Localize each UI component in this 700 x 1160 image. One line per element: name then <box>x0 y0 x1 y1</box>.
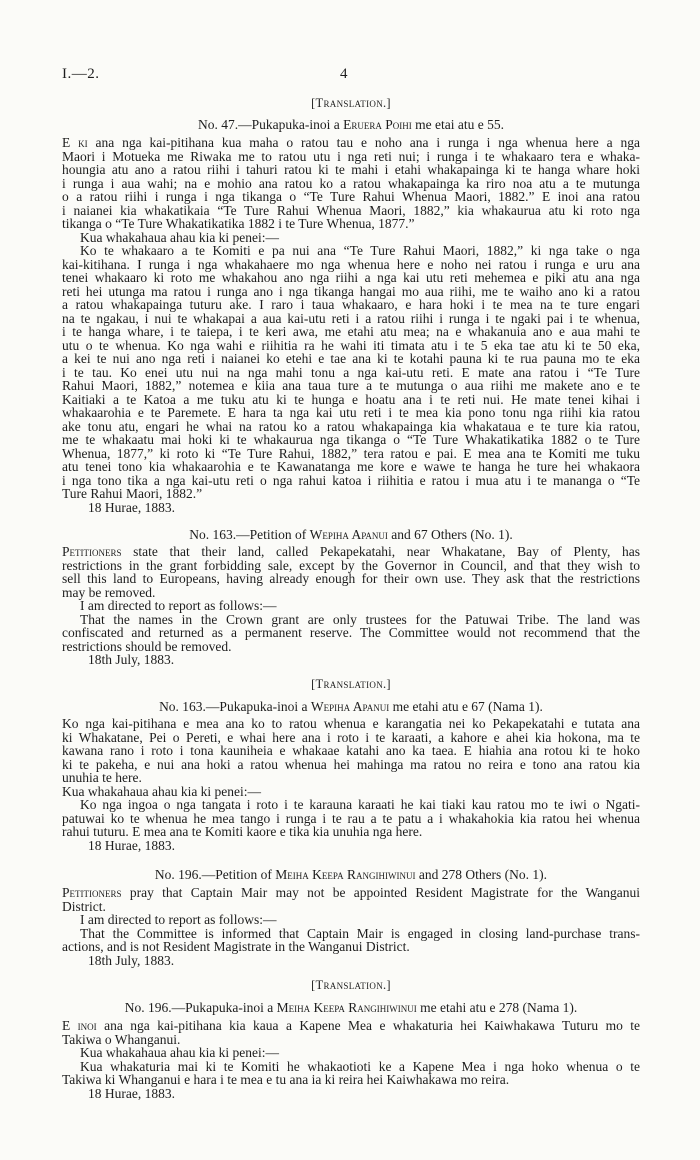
report-line: That the Committee is informed that Captain Mair is engaged in closing land-purchase trans- <box>80 925 640 941</box>
paragraph-line: i runga i aua wahi; na e mohio ana ratou ko a ratou whakapainga ka riro noa atu a te mutunga <box>62 175 640 191</box>
report-date: 18 Hurae, 1883. <box>88 1085 175 1101</box>
paragraph-line: o a ratou riihi i runga i nga tikanga o “Te Ture Rahui Whenua Maori, 1882.” E inoi ana ratou <box>62 189 640 204</box>
report-intro: I am directed to report as follows:— <box>80 912 277 927</box>
paragraph-line: unuhia te here. <box>62 770 142 785</box>
report-date: 18th July, 1883. <box>88 652 175 667</box>
line-text: state that their land, called Pekapekatahi, near Whakatane, Bay of Plenty, has <box>133 544 640 559</box>
report-date: 18 Hurae, 1883. <box>88 499 175 515</box>
report-line: na te ngakau, i nui te whakapai a aua kai-utu reti i a ratou riihi i runga i te ngaki pai i te whenua, <box>62 310 640 326</box>
petitioner-name: Meiha Keepa Rangihiwinui <box>276 1000 417 1015</box>
report-line: Takiwa ki Whanganui e hara i te mea e tu ana ia ki reira hei Kaiwhakawa mo reira. <box>62 1072 510 1087</box>
report-line: restrictions should be removed. <box>62 638 232 654</box>
paragraph-line <box>62 136 640 150</box>
paragraph-line: houngia atu ano a ratou riihi i tahuri ratou ki te mahi i etahi whakapainga ki te hanga whare hoki <box>62 162 640 177</box>
paragraph-line <box>62 886 640 900</box>
paragraph-line: kawana rano i roto i tona kauniheia e whakaae katahi ano ka taea. E hiahia ana rotou ki te hoko <box>62 743 640 758</box>
lead-in: E inoi <box>62 1018 97 1033</box>
report-line: Ture Rahui Maori, 1882.” <box>62 486 203 501</box>
petition-title <box>62 1001 640 1015</box>
lead-in: Petitioners <box>62 885 122 900</box>
report-date: 18th July, 1883. <box>88 952 175 968</box>
report-date: 18 Hurae, 1883. <box>88 837 175 853</box>
translation-label: [Translation.] <box>311 978 391 992</box>
petition-title <box>62 700 640 714</box>
report-line: me te whakaatu mai hoki ki te whakaurua nga tikanga o “Te Ture Whakatikatika 1882 o te Ture <box>62 432 640 447</box>
paragraph-line: i naianei kia whakatikaia “Te Ture Rahui Whenua Maori, 1882,” kia whakaurua atu ki roto nga <box>62 202 640 218</box>
report-line: atu tenei tono kia whakaarohia e te Kawanatanga me kore e wawe te hanga he ture hei whakaora <box>62 459 640 474</box>
report-line: confiscated and returned as a permanent reserve. The Committee would not recommend that the <box>62 625 640 640</box>
report-line: That the names in the Crown grant are only trustees for the Patuwai Tribe. The land was <box>80 611 640 627</box>
page-number: 4 <box>340 66 348 82</box>
report-line: tenei whakaaro ki roto me whakahou ano nga riihi a nga kai utu reti mehemea e piki atu ana nga <box>62 270 640 285</box>
paragraph-line: ki Whakatane, Pei o Pereti, e whai here ana i roto i te karaati, a kahore e ahei kia hokona, ma te <box>62 729 640 745</box>
petitioner-name: Wepiha Apanui <box>309 527 388 542</box>
report-line: Ko nga ingoa o nga tangata i roto i te karauna karaati he kai tiaki kau ratou mo te iwi o Ngati- <box>80 797 640 812</box>
paragraph-line <box>62 1019 640 1033</box>
title-prefix: No. 163.—Pukapuka-inoi a <box>159 699 308 714</box>
paragraph-line: restrictions in the grant forbidding sale, except by the Governor in Council, and that they wish to <box>62 557 640 573</box>
paragraph-line: Ko nga kai-pitihana e mea ana ko to ratou whenua e karangatia nei ko Pekapekatahi e tutata ana <box>62 716 640 731</box>
title-prefix: No. 47.—Pukapuka-inoi a <box>198 117 340 132</box>
title-suffix: and 278 Others (No. 1). <box>418 867 548 882</box>
title-suffix: me etai atu e 55. <box>415 117 504 132</box>
paragraph-line: District. <box>62 898 106 914</box>
petition-title <box>62 118 640 132</box>
report-line: i te hanga whare, i te taiepa, i te keri awa, me etahi atu mea; na e whakanuia ano e aua mahi te <box>62 324 640 339</box>
report-intro: I am directed to report as follows:— <box>80 598 277 613</box>
report-line: rahui tuturu. E mea ana te Komiti kaore e tika kia unuhia nga here. <box>62 824 423 839</box>
report-line: kai-kitihana. I runga i nga whakahaere mo nga whenua here e noho nei ratou i runga e uru ana <box>62 256 640 272</box>
report-line: Kaitiaki a te Katoa a me tuku atu ki te hunga e hoatu ana i te reti nui. He mate tenei kihai i <box>62 391 640 407</box>
petition-title <box>62 528 640 542</box>
report-line: a ratou whakapainga tuturu ake. I raro i taua whakaaro, e hara hoki i te mea na te ture engari <box>62 297 640 312</box>
title-suffix: and 67 Others (No. 1). <box>391 527 513 542</box>
petitioner-name: Eruera Poihi <box>343 117 412 132</box>
report-line: Kua whakaturia mai ki te Komiti he whakaotioti ke a Kapene Mea i nga hoko whenua o te <box>80 1058 640 1074</box>
petition-body <box>62 545 640 667</box>
paragraph-line: tikanga o “Te Ture Whakatikatika 1882 i te Ture Whenua, 1877.” <box>62 216 415 231</box>
title-prefix: No. 196.—Pukapuka-inoi a <box>124 1000 274 1015</box>
report-line: ake tonu atu, engari he whai na ratou ko a ratou whakapainga kia whakataua e te ture kia ratou, <box>62 418 640 434</box>
petition-body <box>62 136 640 514</box>
paragraph-line: may be removed. <box>62 584 156 600</box>
title-suffix: me etahi atu e 67 (Nama 1). <box>392 699 543 714</box>
report-line: a kei te nui ano nga reti i naianei ko etehi e tae ana ki te kotahi pauna ki te rua pauna mo te eka <box>62 351 640 366</box>
translation-label: [Translation.] <box>311 677 391 691</box>
paragraph-line: sell this land to Europeans, having already enough for their own use. They ask that the restrictions <box>62 571 640 586</box>
report-intro: Kua whakahaua ahau kia ki penei:— <box>80 1045 280 1060</box>
paragraph-line: Maori i Motueka me Riwaka me to ratou utu i nga reti nui; i runga i te whakaaro tera e whaka- <box>62 148 640 164</box>
petition-title <box>62 868 640 882</box>
report-line: utu o te whenua. Ko nga wahi e riihitia ra he wahi iti timata atu i te 5 eka tae atu ki te 50 eka, <box>62 337 640 353</box>
title-suffix: me etahi atu e 278 (Nama 1). <box>420 1000 578 1015</box>
petition-body <box>62 886 640 967</box>
report-line: patuwai ko te whenua he mea tango i runga i te rau a te patu a i whakahokia kia ratou hei whenua <box>62 810 640 826</box>
paragraph-line: ki te pakeha, e nui ana hoki a ratou whenua hei mahinga ma ratou no reira e tono ana ratou kia <box>62 756 640 772</box>
report-intro: Kua whakahaua ahau kia ki penei:— <box>62 783 262 799</box>
translation-label: [Translation.] <box>311 96 391 110</box>
lead-in: E ki <box>62 135 88 150</box>
line-text: ana nga kai-pitihana kua maha o ratou tau e noho ana i runga i nga whenua here a nga <box>95 135 641 150</box>
report-line: whakaarohia e te Paremete. E hara ta nga kai utu reti i te mea kia pono tonu nga riihi kia ratou <box>62 405 640 420</box>
petitioner-name: Wepiha Apanui <box>310 699 390 714</box>
petition-body <box>62 717 640 852</box>
paragraph-line: Takiwa o Whanganui. <box>62 1031 181 1047</box>
petitioner-name: Meiha Keepa Rangihiwinui <box>275 867 416 882</box>
line-text: pray that Captain Mair may not be appointed Resident Magistrate for the Wanganui <box>129 885 641 900</box>
report-line: actions, and is not Resident Magistrate in the Wanganui District. <box>62 939 410 954</box>
title-prefix: No. 196.—Petition of <box>154 867 272 882</box>
paragraph-line <box>62 545 640 559</box>
report-line: Rahui Maori, 1882,” notemea e kiia ana taua ture a te mutunga o aua riihi me makete ano e te <box>62 378 640 393</box>
report-line: i te tau. Ko enei utu nui na nga mahi tonu a nga kai-utu reti. E mate ana ratou i “Te Ture <box>62 364 640 380</box>
report-line: reti hei utunga ma ratou i runga ano i nga tikanga hangai mo aua riihi, me te waiho ano ki a ratou <box>62 283 640 299</box>
title-prefix: No. 163.—Petition of <box>189 527 307 542</box>
report-line: Whenua, 1877,” ki roto ki “Te Ture Rahui, 1882,” tera ratou e pai. E mea ana te Komiti me tuku <box>62 445 640 461</box>
line-text: ana nga kai-pitihana kia kaua a Kapene Mea e whakaturia hei Kaiwhakawa Tuturu mo te <box>104 1018 641 1033</box>
report-line: i nga tono tika a nga kai-utu reti o nga rahui katoa i riihitia e ratou i mua atu i te mananga o “Te <box>62 472 640 488</box>
petition-body <box>62 1019 640 1100</box>
report-intro: Kua whakahaua ahau kia ki penei:— <box>80 229 280 245</box>
lead-in: Petitioners <box>62 544 122 559</box>
paper-series-number: I.—2. <box>62 66 100 82</box>
report-line: Ko te whakaaro a te Komiti e pa nui ana “Te Ture Rahui Maori, 1882,” ki nga take o nga <box>80 243 640 258</box>
